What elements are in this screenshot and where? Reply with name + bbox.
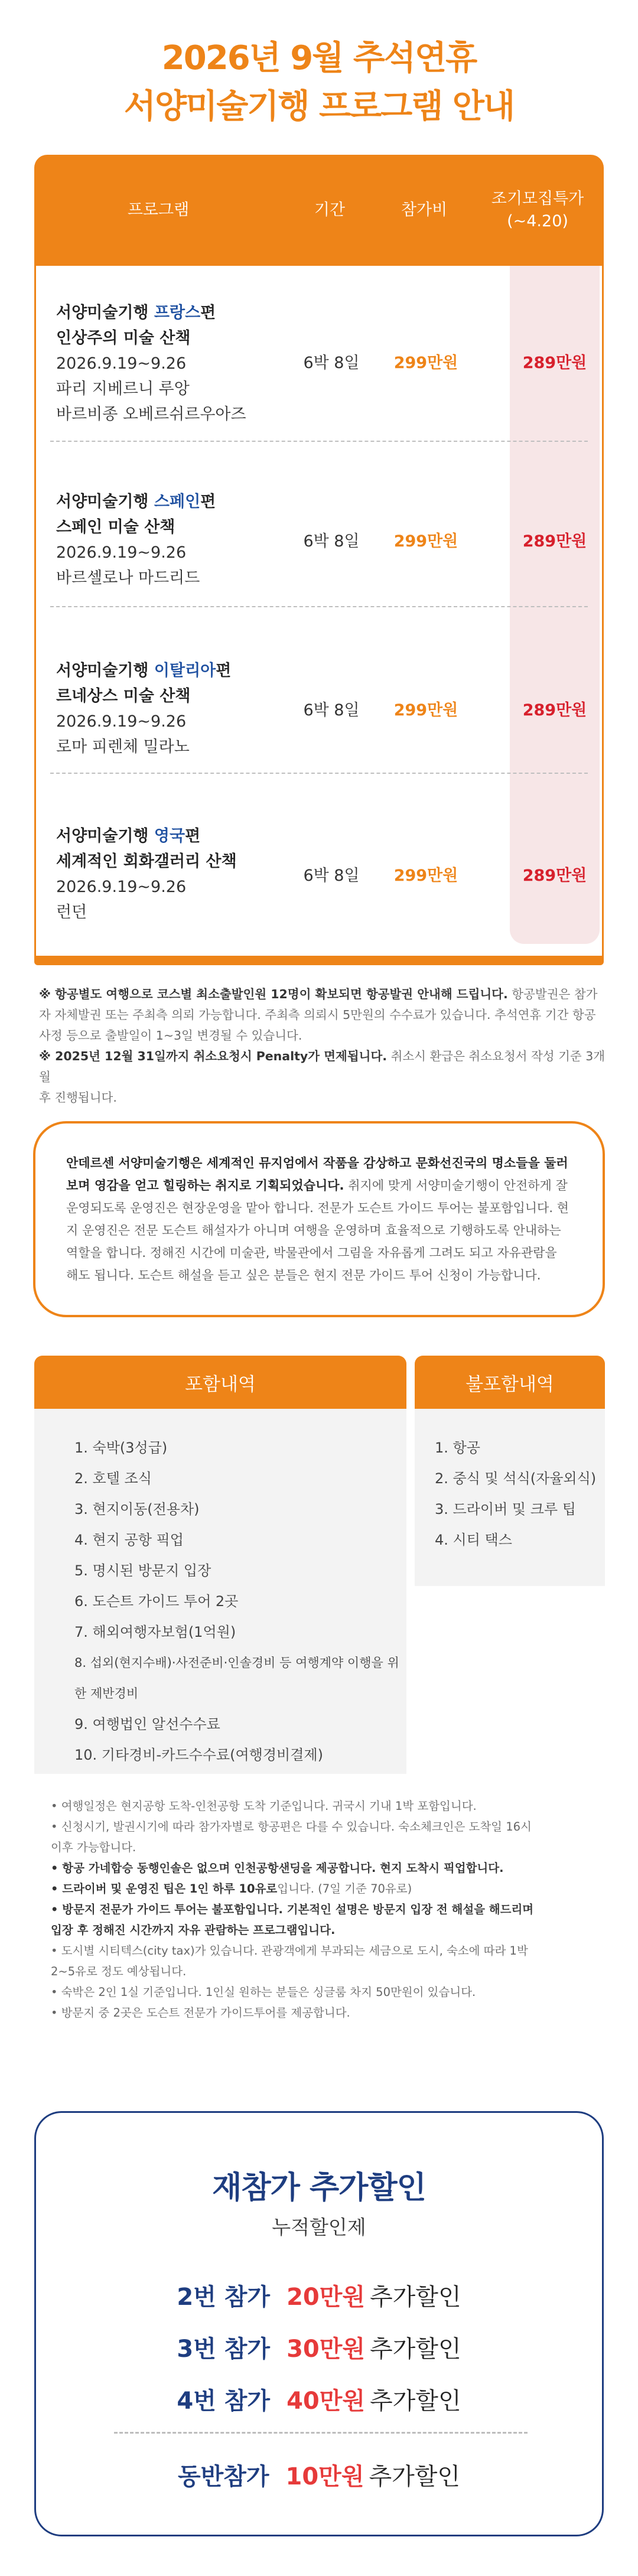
excluded-header: 불포함내역 [415,1356,605,1409]
header-program: 프로그램 [127,201,190,219]
rejoin-discount-box [34,2111,604,2536]
discount-amount: 10만원 [285,2463,364,2490]
note-line: • 항공 가네합승 동행인솔은 없으며 인천공항샌딩을 제공합니다. 현지 도착시 픽업합니다. [51,1861,504,1875]
fee-cell: 299만원 [393,532,458,551]
included-header: 포함내역 [34,1356,406,1409]
row-divider [50,441,588,442]
discount-amount: 30만원 [287,2336,366,2363]
program-cell [56,823,237,925]
program-name: 서양미술기행 스페인편 [56,493,216,511]
program-name: 서양미술기행 프랑스편 [56,304,216,322]
note-line: • 신청시기, 발권시기에 따라 참가자별로 항공편은 다를 수 있습니다. 숙소체크인은 도착일 16시 [51,1820,532,1834]
excluded-list [415,1409,605,1555]
intro-line: 해도 됩니다. 도슨트 해설을 듣고 싶은 분들은 현지 전문 가이드 투어 신청이 가능합니다. [66,1268,541,1282]
list-item: 3. 드라이버 및 크루 팁 [435,1501,576,1517]
program-dates: 2026.9.19~9.26 [56,354,187,373]
discount-suffix: 추가할인 [370,2336,461,2363]
early-price-cell: 289만원 [522,867,587,885]
list-item: 1. 숙박(3성급) [74,1440,168,1456]
list-item: 4. 현지 공항 픽업 [74,1532,184,1548]
program-country: 프랑스 [154,304,201,322]
rejoin-title: 재참가 추가할인 [212,2170,426,2206]
program-cities: 바르셀로나 마드리드 [56,569,200,587]
intro-line: 운영되도록 운영진은 현장운영을 맡아 합니다. 전문가 도슨트 가이드 투어는 불포함입니다. 현 [66,1201,569,1215]
discount-row [36,2278,602,2312]
header-early-line-1: 조기모집특가 [491,190,584,208]
discount-amount: 40만원 [287,2388,366,2415]
discount-label: 동반참가 [177,2463,269,2490]
header-early-line-2: (~4.20) [507,212,568,230]
note-line: • 방문지 전문가 가이드 투어는 불포함입니다. 기본적인 설명은 방문지 입장 전 해설을 해드리며 [51,1903,534,1916]
discount-row [36,2382,602,2416]
row-divider [50,773,588,774]
note-line: • 드라이버 및 운영진 팁은 1인 하루 10유로입니다. (7일 기준 70유로) [51,1882,412,1896]
program-intro-box [33,1121,605,1317]
list-item: 9. 여행법인 알선수수료 [74,1716,220,1732]
list-item: 3. 현지이동(전용차) [74,1501,200,1517]
early-price-cell: 289만원 [522,701,587,719]
page-title [0,0,638,131]
discount-label: 3번 참가 [177,2336,271,2363]
period-cell: 6박 8일 [303,701,360,719]
list-item: 6. 도슨트 가이드 투어 2곳 [74,1593,239,1610]
note-line: 입장 후 정해진 시간까지 자유 관람하는 프로그램입니다. [51,1923,336,1937]
table-body [34,266,604,956]
rejoin-divider [114,2432,528,2434]
list-item: 1. 항공 [435,1440,480,1456]
note-line: • 숙박은 2인 1실 기준입니다. 1인실 원하는 분들은 싱글룸 차지 50만원이 있습니다. [51,1985,476,1999]
period-cell: 6박 8일 [303,354,360,372]
included-list-box [34,1409,406,1774]
note-line: 2~5유로 정도 예상됩니다. [51,1965,187,1978]
period-cell: 6박 8일 [303,867,360,885]
fee-cell: 299만원 [393,867,458,885]
companion-discount-row [36,2458,602,2492]
header-fee: 참가비 [401,201,448,219]
note-line: 자 자체발권 또는 주최측 의뢰 가능합니다. 주최측 의뢰시 5만원의 수수료가 있습니다. 추석연휴 기간 항공 [39,1008,596,1022]
discount-suffix: 추가할인 [369,2463,461,2490]
discount-label: 2번 참가 [177,2284,271,2311]
fee-cell: 299만원 [393,354,458,372]
program-cell [56,658,231,760]
program-subtitle: 스페인 미술 산책 [56,518,175,536]
program-country: 스페인 [154,493,201,511]
title-line-1: 2026년 9월 추석연휴 [161,39,477,77]
program-dates: 2026.9.19~9.26 [56,543,187,562]
early-price-cell: 289만원 [522,532,587,551]
note-line: • 여행일정은 현지공항 도착-인천공항 도착 기준입니다. 귀국시 기내 1박 포함입니다. [51,1799,477,1813]
travel-notes [51,1796,592,2023]
row-divider [50,606,588,607]
note-line: • 도시별 시티텍스(city tax)가 있습니다. 관광객에게 부과되는 세금으로 도시, 숙소에 따라 1박 [51,1944,528,1958]
period-cell: 6박 8일 [303,532,360,551]
intro-line: 안데르센 서양미술기행은 세계적인 뮤지엄에서 작품을 감상하고 문화선진국의 명소들을 둘러 [66,1156,568,1170]
program-country: 이탈리아 [154,662,216,680]
intro-line: 역할을 합니다. 정해진 시간에 미술관, 박물관에서 그림을 자유롭게 그려도 되고 자유관람을 [66,1246,557,1260]
program-name: 서양미술기행 이탈리아편 [56,662,232,680]
list-item: 5. 명시된 방문지 입장 [74,1562,211,1579]
note-line: • 방문지 중 2곳은 도슨트 전문가 가이드투어를 제공합니다. [51,2006,350,2020]
program-cell [56,489,216,591]
flight-notes [39,984,606,1108]
list-item: 2. 호텔 조식 [74,1470,152,1487]
list-item: 4. 시티 택스 [435,1532,512,1548]
included-list [34,1409,406,1770]
discount-suffix: 추가할인 [370,2284,461,2311]
header-early-price [471,155,604,266]
title-line-2: 서양미술기행 프로그램 안내 [123,87,515,126]
program-table [34,155,604,965]
excluded-list-box [415,1409,605,1586]
program-dates: 2026.9.19~9.26 [56,878,187,896]
discount-amount: 20만원 [287,2284,366,2311]
discount-row [36,2330,602,2364]
discount-suffix: 추가할인 [370,2388,461,2415]
note-line: ※ 2025년 12월 31일까지 취소요청시 Penalty가 면제됩니다. 취소시 환급은 취소요청서 작성 기준 3개월 [39,1049,606,1084]
list-item: 2. 중식 및 석식(자율외식) [435,1470,597,1487]
early-price-cell: 289만원 [522,354,587,372]
program-dates: 2026.9.19~9.26 [56,712,187,731]
program-name: 서양미술기행 영국편 [56,827,201,845]
program-subtitle: 세계적인 회화갤러리 산책 [56,852,237,871]
program-country: 영국 [154,827,185,845]
note-line: 후 진행됩니다. [39,1090,117,1105]
list-item: 7. 해외여행자보험(1억원) [74,1624,236,1640]
program-cities: 런던 [56,903,87,921]
intro-line: 지 운영진은 전문 도슨트 해설자가 아니며 여행을 운영하며 효율적으로 기행하도록 안내하는 [66,1223,561,1237]
note-line: 사정 등으로 출발일이 1~3일 변경될 수 있습니다. [39,1028,302,1043]
fee-cell: 299만원 [393,701,458,719]
table-header [34,155,604,266]
note-line: 이후 가능합니다. [51,1841,136,1854]
program-subtitle: 인상주의 미술 산책 [56,329,191,347]
list-item: 10. 기타경비-카드수수료(여행경비결제) [74,1747,323,1763]
program-cities: 파리 지베르니 루앙 [56,380,190,398]
program-cities: 로마 피렌체 밀라노 [56,738,190,756]
program-subtitle: 르네상스 미술 산책 [56,687,191,705]
rejoin-subtitle: 누적할인제 [272,2216,366,2239]
program-cities-2: 바르비종 오베르쉬르우아즈 [56,405,246,424]
discount-label: 4번 참가 [177,2388,271,2415]
note-line: ※ 항공별도 여행으로 코스별 최소출발인원 12명이 확보되면 항공발권 안내해 드립니다. 항공발권은 참가 [39,987,598,1001]
header-period: 기간 [314,201,346,219]
intro-line: 보며 영감을 얻고 힐링하는 취지로 기획되었습니다. 취지에 맞게 서양미술기행이 안전하게 잘 [66,1178,568,1193]
program-cell [56,300,246,427]
table-footer [34,956,604,965]
list-item: 8. 섭외(현지수배)·사전준비·인솔경비 등 여행계약 이행을 위한 제반경비 [74,1656,399,1701]
